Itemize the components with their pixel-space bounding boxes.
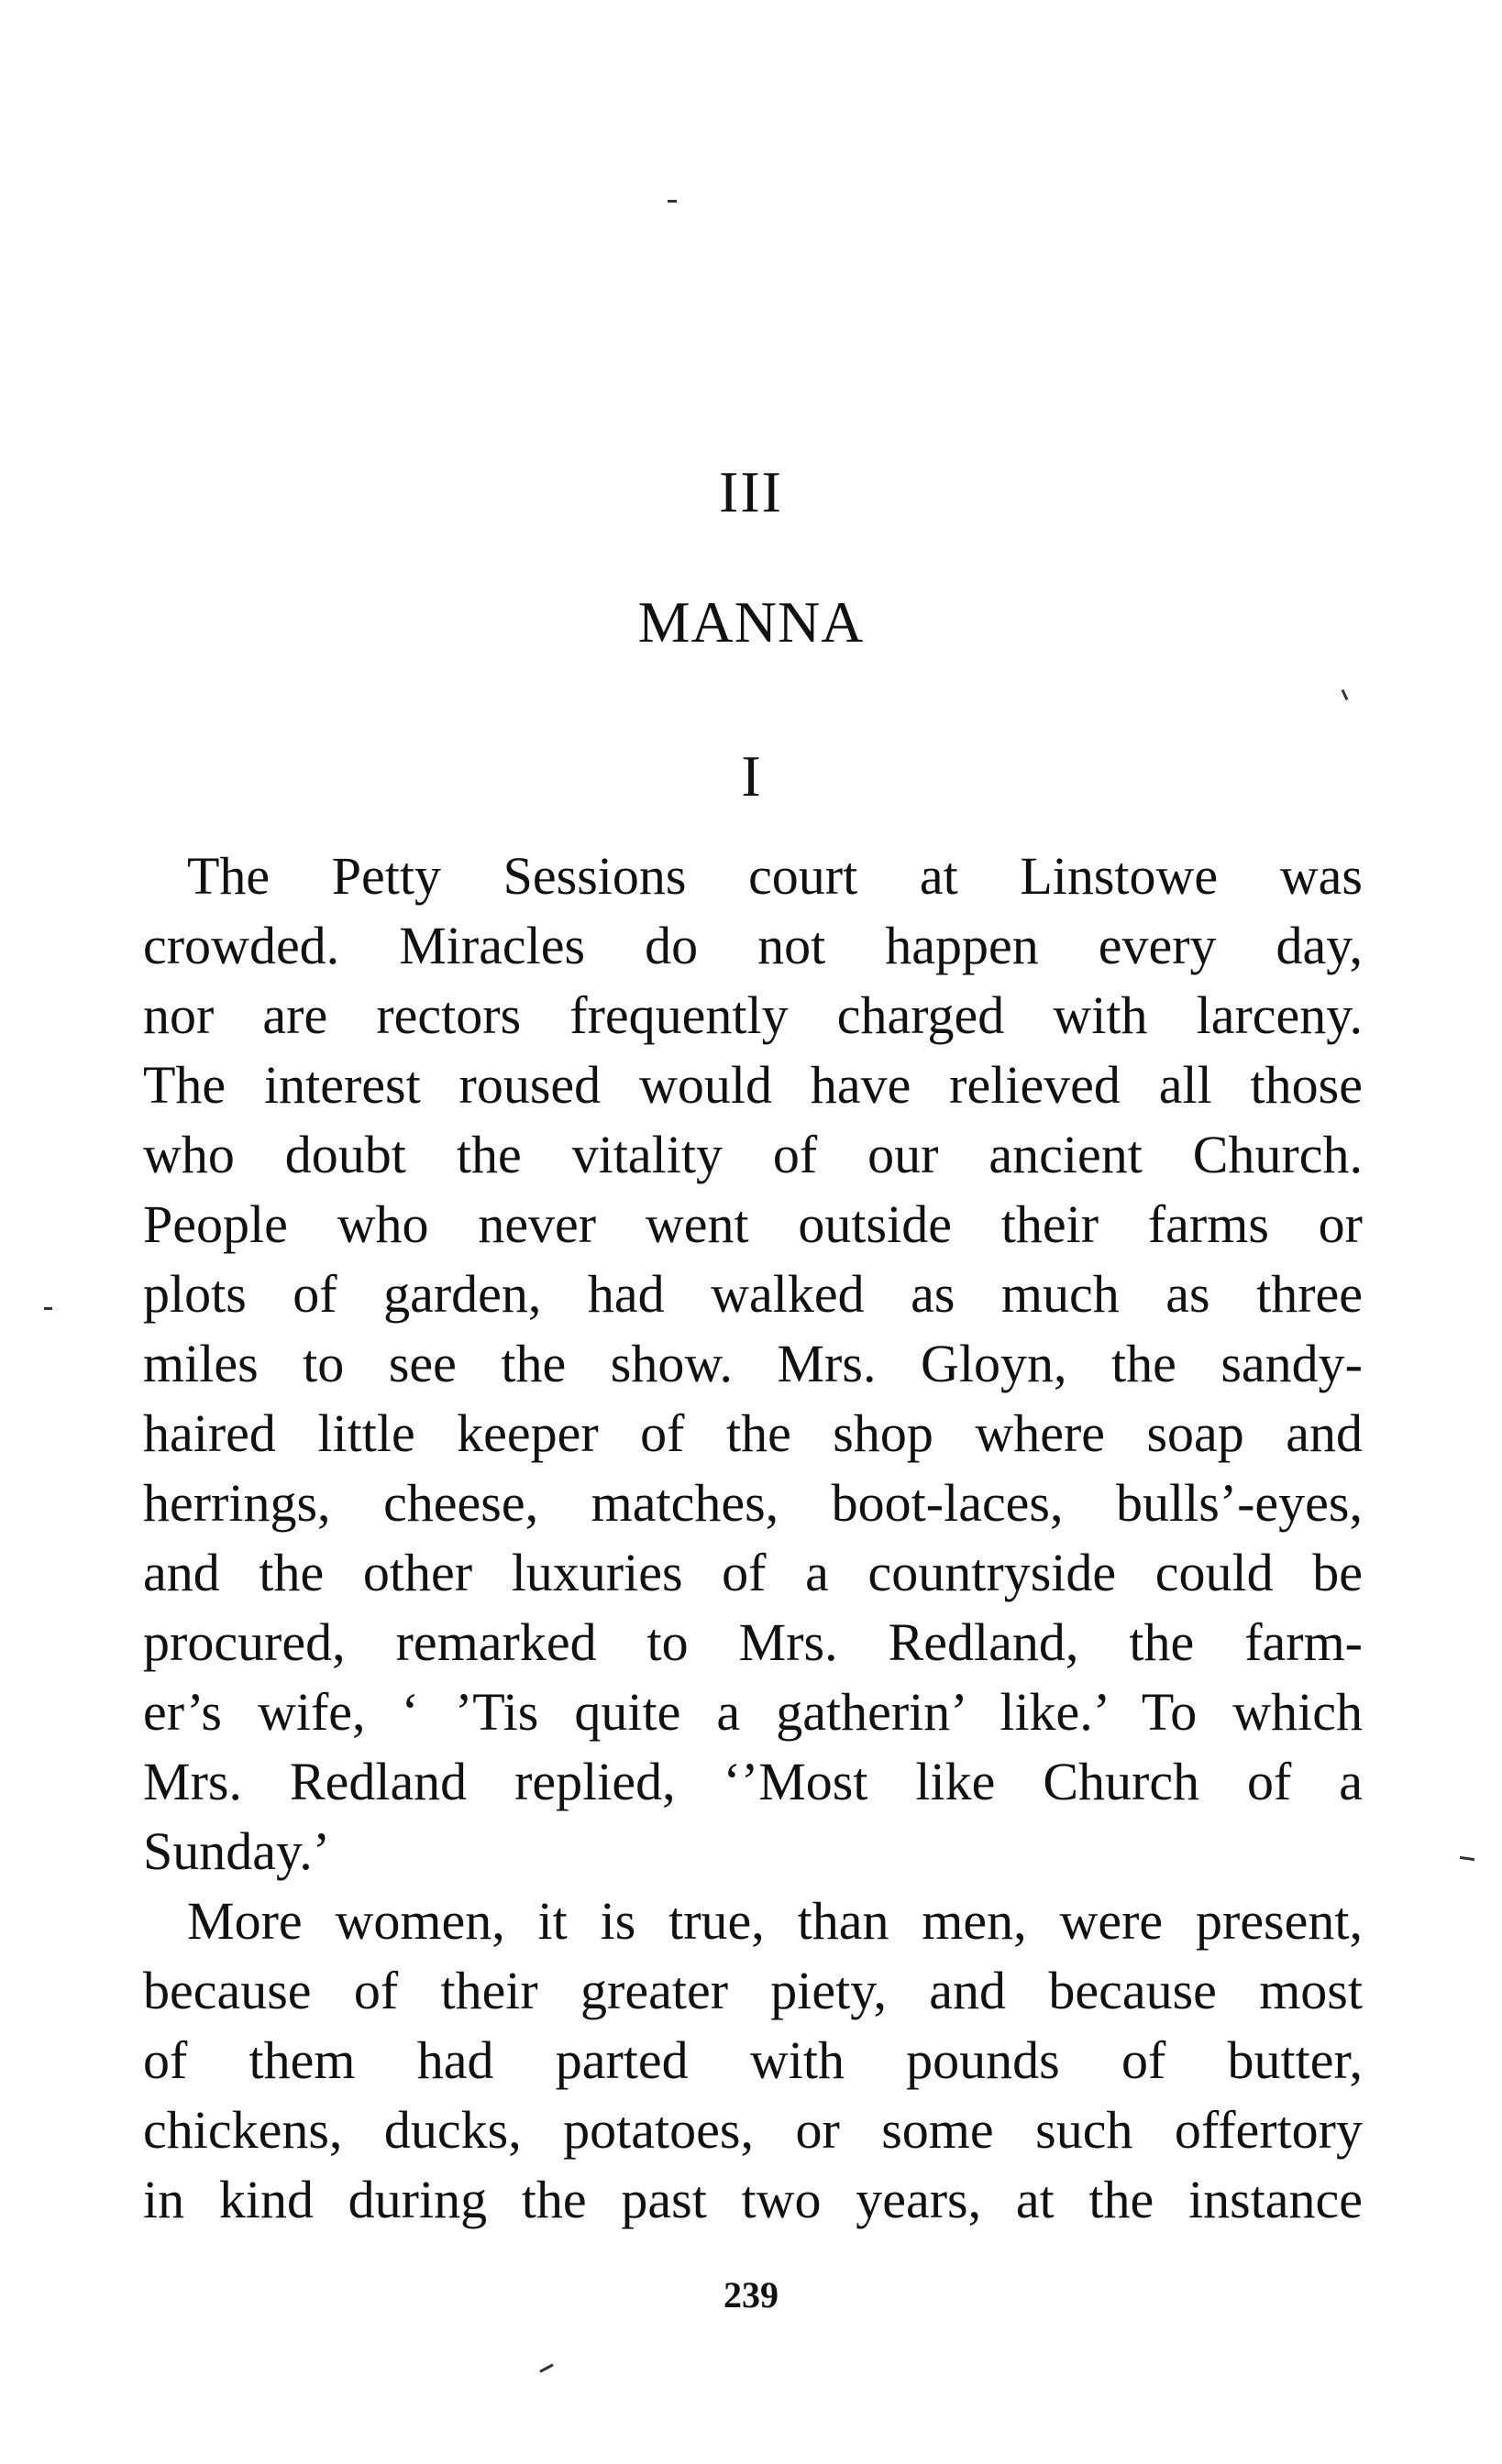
text-line: Sunday.’: [143, 1821, 331, 1881]
page-number: 239: [723, 2274, 779, 2316]
text-line: nor are rectors frequently charged with larceny.: [143, 985, 1363, 1045]
text-line: who doubt the vitality of our ancient Church.: [143, 1125, 1363, 1184]
section-numeral: I: [741, 743, 761, 808]
text-line: More women, it is true, than men, were present,: [187, 1891, 1363, 1951]
print-speck: [1460, 1856, 1474, 1861]
text-line: miles to see the show. Mrs. Gloyn, the sandy-: [143, 1334, 1363, 1393]
print-speck: [44, 1307, 52, 1310]
text-line: of them had parted with pounds of butter,: [143, 2030, 1363, 2090]
text-line: herrings, cheese, matches, boot-laces, bulls’-eyes,: [143, 1473, 1363, 1533]
text-line: in kind during the past two years, at the instance: [143, 2170, 1363, 2229]
paragraph: [143, 1886, 1363, 2235]
paragraph: [143, 842, 1363, 1886]
text-line: Mrs. Redland replied, ‘’Most like Church of a: [143, 1752, 1363, 1811]
body-text: [143, 842, 1363, 2235]
print-speck: [668, 200, 677, 203]
chapter-title: MANNA: [637, 589, 865, 654]
text-line: because of their greater piety, and because most: [143, 1961, 1363, 2020]
text-line: chickens, ducks, potatoes, or some such offertory: [143, 2100, 1363, 2160]
text-line: haired little keeper of the shop where soap and: [143, 1403, 1363, 1463]
text-line: The interest roused would have relieved all those: [143, 1055, 1363, 1115]
text-line: and the other luxuries of a countryside could be: [143, 1543, 1363, 1602]
text-line: plots of garden, had walked as much as three: [143, 1264, 1363, 1324]
text-line: People who never went outside their farms or: [143, 1194, 1363, 1254]
text-line: crowded. Miracles do not happen every day,: [143, 916, 1363, 975]
text-line: procured, remarked to Mrs. Redland, the farm-: [143, 1612, 1363, 1672]
text-line: er’s wife, ‘ ’Tis quite a gatherin’ like.’ To which: [143, 1682, 1363, 1742]
part-numeral: III: [719, 459, 783, 524]
text-line: The Petty Sessions court at Linstowe was: [187, 846, 1363, 906]
print-speck: [1342, 689, 1349, 700]
print-speck: [539, 2363, 554, 2372]
